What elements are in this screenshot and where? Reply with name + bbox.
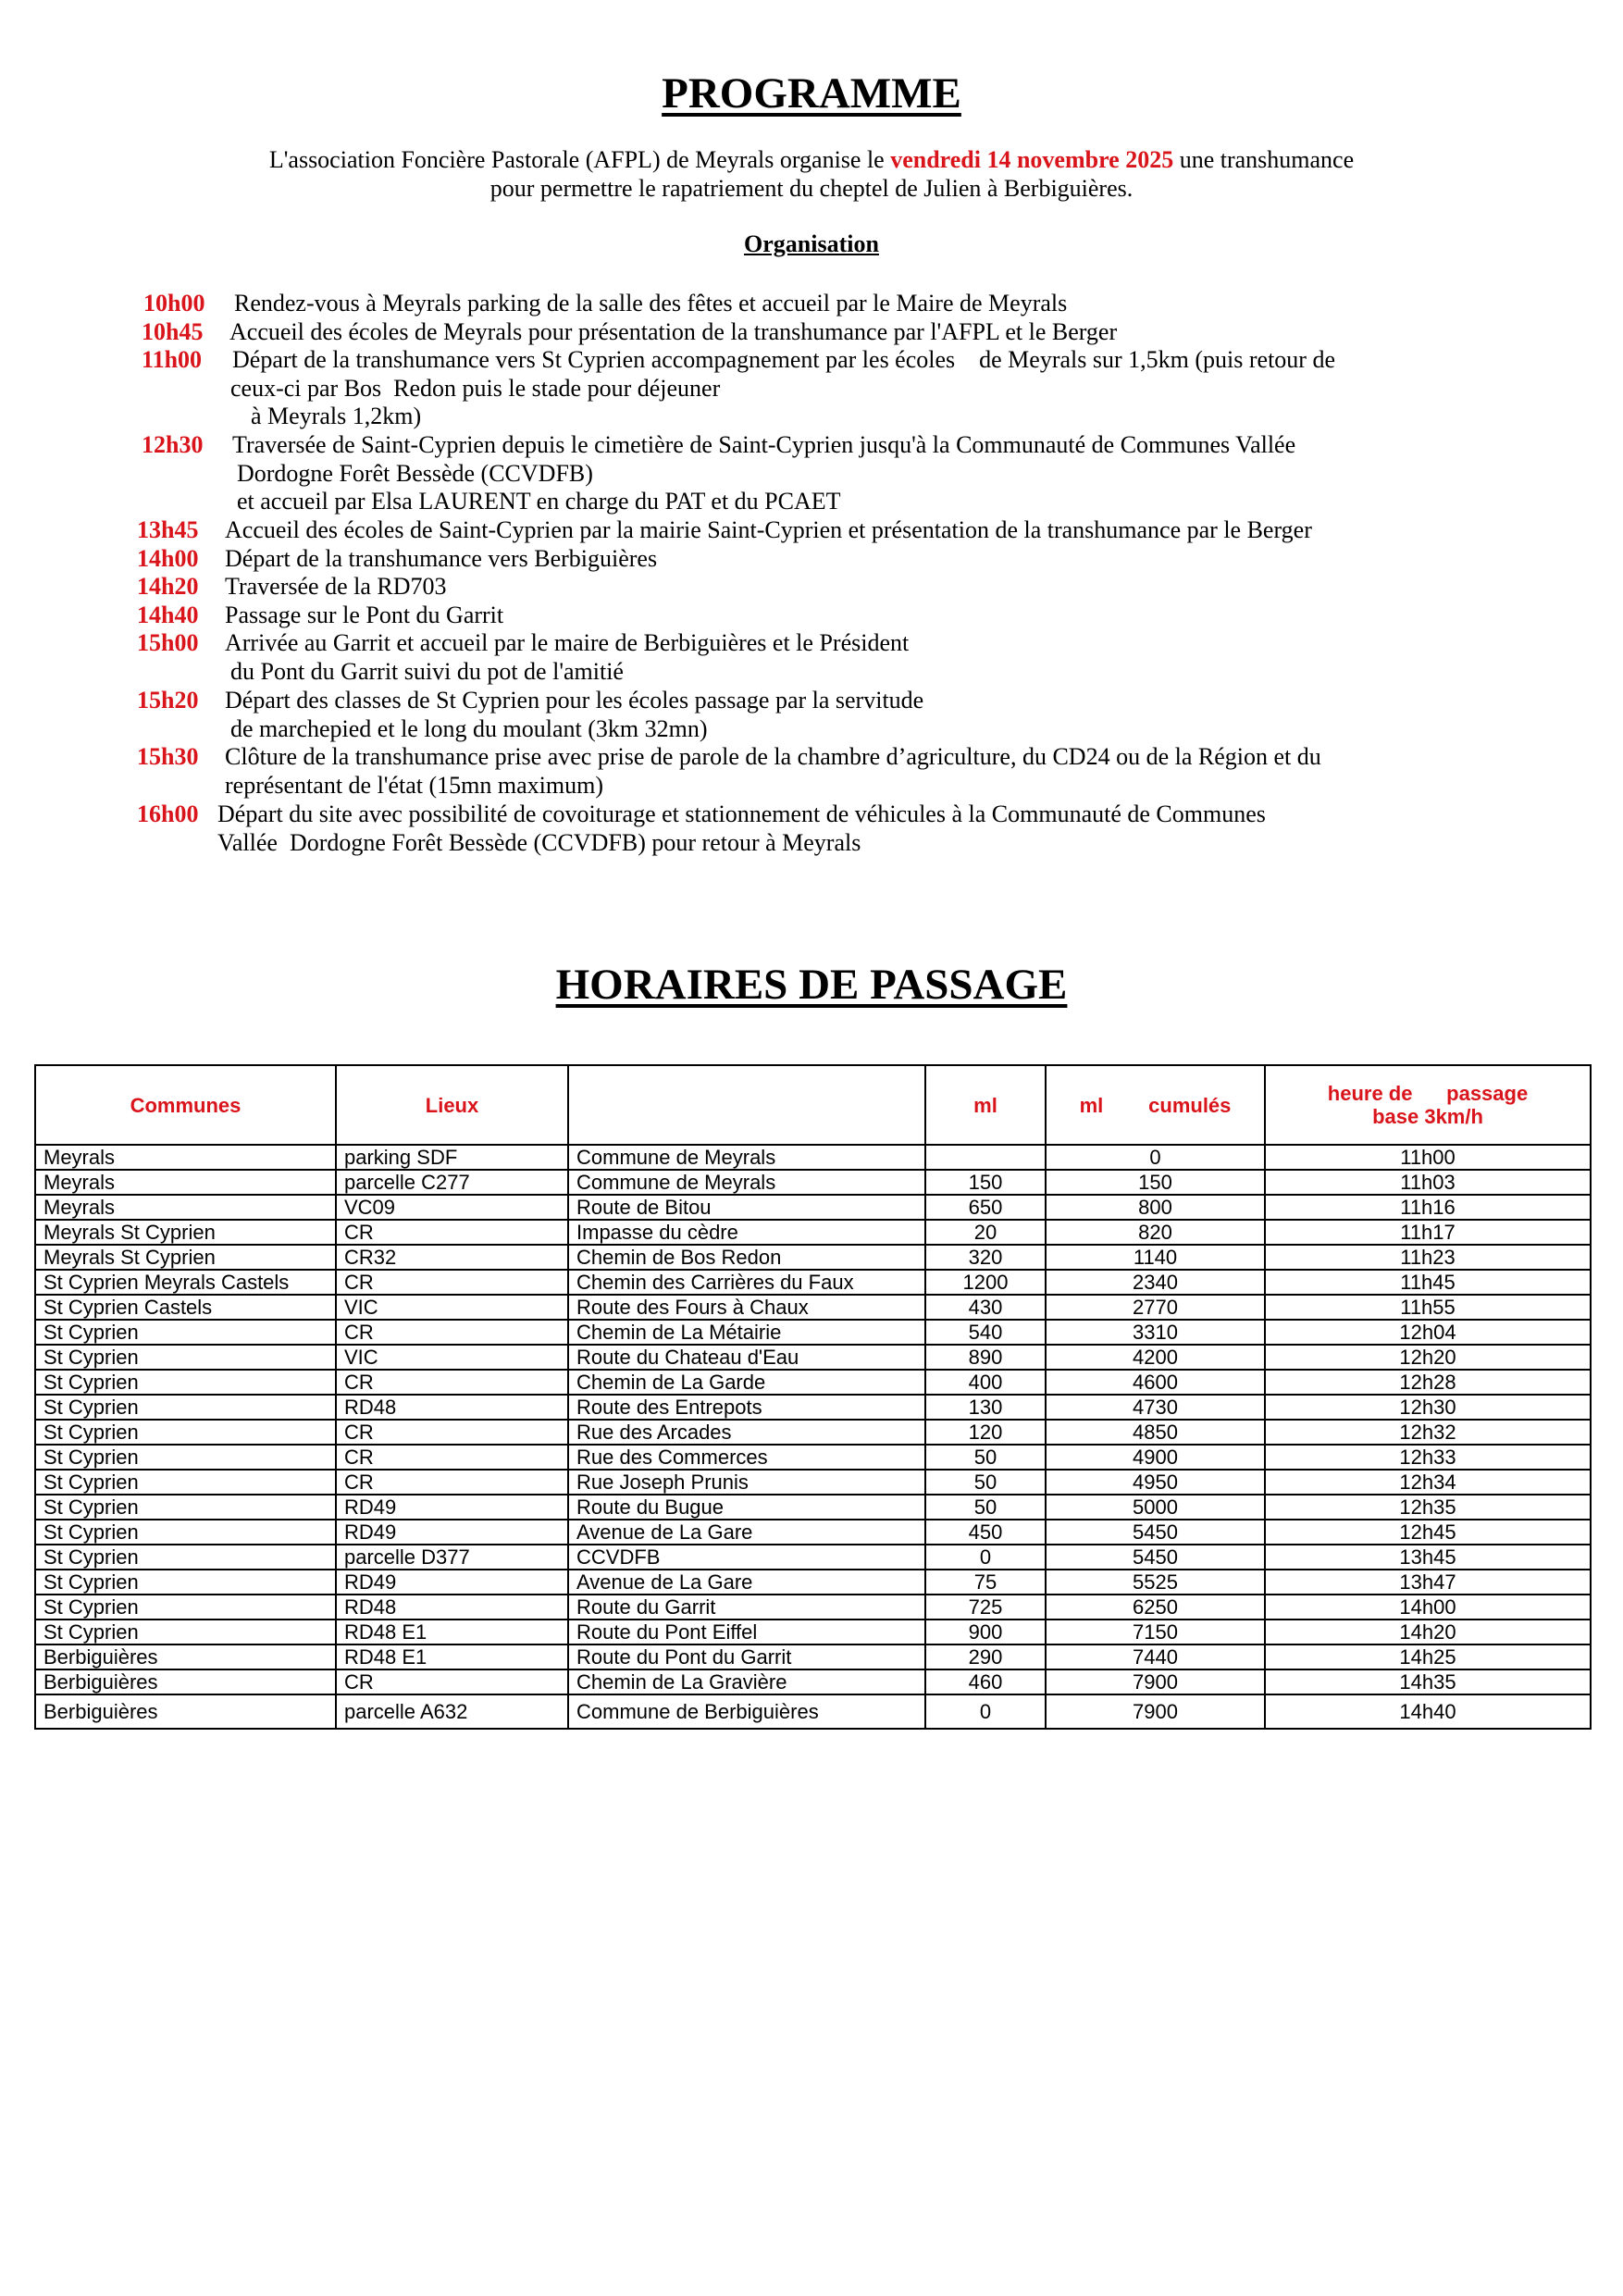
table-row: [35, 1270, 1591, 1295]
cell-voie: Chemin de La Métairie: [568, 1320, 925, 1345]
schedule-text-line: Traversée de la RD703: [225, 573, 447, 600]
cell-lieu: parcelle D377: [336, 1545, 568, 1570]
cell-commune: Meyrals: [35, 1145, 336, 1170]
cell-ml-cumules: 0: [1046, 1145, 1265, 1170]
cell-ml-cumules: 800: [1046, 1195, 1265, 1220]
cell-heure: 12h30: [1265, 1395, 1591, 1420]
schedule-text-line: à Meyrals 1,2km): [251, 403, 422, 429]
cell-ml-cumules: 5525: [1046, 1570, 1265, 1595]
schedule-time: 14h20: [137, 573, 199, 600]
table-row: [35, 1245, 1591, 1270]
intro-line-2: pour permettre le rapatriement du cheptel de Julien à Berbiguières.: [489, 175, 1134, 202]
cell-heure: 14h00: [1265, 1595, 1591, 1620]
cell-commune: Meyrals St Cyprien: [35, 1220, 336, 1245]
schedule-time: 12h30: [142, 431, 204, 458]
schedule-text-line: ceux-ci par Bos Redon puis le stade pour déjeuner: [230, 374, 721, 402]
schedule-text-line: Clôture de la transhumance prise avec prise de parole de la chambre d’agriculture, du CD24 ou de la Région et du: [225, 743, 1321, 770]
table-row: [35, 1545, 1591, 1570]
cell-ml-cumules: 4950: [1046, 1470, 1265, 1495]
cell-commune: St Cyprien: [35, 1345, 336, 1370]
cell-ml-cumules: 7900: [1046, 1694, 1265, 1729]
schedule-text-line: Départ du site avec possibilité de covoiturage et stationnement de véhicules à la Communauté de Communes: [217, 800, 1266, 827]
cell-lieu: RD48: [336, 1595, 568, 1620]
cell-heure: 12h33: [1265, 1445, 1591, 1470]
cell-heure: 14h20: [1265, 1620, 1591, 1644]
schedule-time: 10h00: [143, 290, 205, 316]
cell-ml-cumules: 2770: [1046, 1295, 1265, 1320]
cell-ml-cumules: 7440: [1046, 1644, 1265, 1669]
intro-text-after-date: une transhumance: [1173, 146, 1355, 173]
cell-ml: 900: [925, 1620, 1046, 1644]
cell-ml-cumules: 6250: [1046, 1595, 1265, 1620]
cell-voie: Avenue de La Gare: [568, 1570, 925, 1595]
cell-commune: St Cyprien: [35, 1495, 336, 1520]
header-ml: ml: [925, 1065, 1046, 1145]
cell-ml-cumules: 5450: [1046, 1545, 1265, 1570]
header-voie: [568, 1065, 925, 1145]
header-heure-line-2: base 3km/h: [1372, 1105, 1483, 1128]
schedule-text-line: Rendez-vous à Meyrals parking de la salle des fêtes et accueil par le Maire de Meyrals: [234, 290, 1068, 316]
cell-commune: St Cyprien: [35, 1545, 336, 1570]
schedule-time: 15h30: [137, 743, 199, 770]
cell-ml: [925, 1145, 1046, 1170]
cell-heure: 11h00: [1265, 1145, 1591, 1170]
cell-ml: 430: [925, 1295, 1046, 1320]
table-row: [35, 1470, 1591, 1495]
timetable: [34, 1064, 1590, 1730]
cell-ml-cumules: 4730: [1046, 1395, 1265, 1420]
cell-ml: 130: [925, 1395, 1046, 1420]
cell-voie: Route du Bugue: [568, 1495, 925, 1520]
event-date: vendredi 14 novembre 2025: [890, 146, 1174, 173]
cell-voie: Commune de Meyrals: [568, 1170, 925, 1195]
schedule-time: 15h00: [137, 629, 199, 656]
cell-ml: 650: [925, 1195, 1046, 1220]
table-row: [35, 1620, 1591, 1644]
schedule-text-line: du Pont du Garrit suivi du pot de l'amitié: [230, 657, 624, 685]
cell-ml: 725: [925, 1595, 1046, 1620]
timetable-title: HORAIRES DE PASSAGE: [555, 961, 1068, 1009]
schedule-time: 14h00: [137, 545, 199, 572]
table-row: [35, 1644, 1591, 1669]
cell-lieu: parcelle C277: [336, 1170, 568, 1195]
cell-ml: 460: [925, 1669, 1046, 1694]
schedule-text-line: Départ des classes de St Cyprien pour les écoles passage par la servitude: [225, 687, 924, 714]
cell-heure: 11h23: [1265, 1245, 1591, 1270]
cell-voie: CCVDFB: [568, 1545, 925, 1570]
cell-lieu: RD48 E1: [336, 1620, 568, 1644]
cell-commune: St Cyprien: [35, 1320, 336, 1345]
schedule-text-line: Accueil des écoles de Saint-Cyprien par la mairie Saint-Cyprien et présentation de la transhumance par le Berger: [225, 516, 1312, 543]
cell-commune: St Cyprien: [35, 1420, 336, 1445]
cell-ml-cumules: 2340: [1046, 1270, 1265, 1295]
table-row: [35, 1495, 1591, 1520]
cell-commune: Berbiguières: [35, 1669, 336, 1694]
cell-heure: 12h20: [1265, 1345, 1591, 1370]
cell-ml: 150: [925, 1170, 1046, 1195]
cell-ml: 50: [925, 1495, 1046, 1520]
cell-commune: St Cyprien: [35, 1620, 336, 1644]
cell-heure: 13h45: [1265, 1545, 1591, 1570]
cell-ml-cumules: 150: [1046, 1170, 1265, 1195]
cell-commune: St Cyprien: [35, 1370, 336, 1395]
table-row: [35, 1395, 1591, 1420]
schedule-time: 10h45: [142, 318, 204, 345]
cell-lieu: CR: [336, 1370, 568, 1395]
cell-heure: 12h34: [1265, 1470, 1591, 1495]
cell-commune: Berbiguières: [35, 1644, 336, 1669]
cell-ml: 1200: [925, 1270, 1046, 1295]
cell-voie: Avenue de La Gare: [568, 1520, 925, 1545]
table-row: [35, 1320, 1591, 1345]
cell-ml: 75: [925, 1570, 1046, 1595]
cell-lieu: CR: [336, 1470, 568, 1495]
cell-heure: 11h45: [1265, 1270, 1591, 1295]
cell-voie: Route de Bitou: [568, 1195, 925, 1220]
cell-ml-cumules: 7900: [1046, 1669, 1265, 1694]
section-title-organisation: Organisation: [744, 230, 879, 257]
cell-voie: Rue des Commerces: [568, 1445, 925, 1470]
cell-voie: Chemin des Carrières du Faux: [568, 1270, 925, 1295]
cell-commune: Berbiguières: [35, 1694, 336, 1729]
cell-commune: St Cyprien: [35, 1445, 336, 1470]
schedule-time: 16h00: [137, 800, 199, 827]
cell-voie: Commune de Berbiguières: [568, 1694, 925, 1729]
cell-voie: Route du Garrit: [568, 1595, 925, 1620]
header-heure-line-1: heure de passage: [1327, 1082, 1529, 1105]
cell-lieu: CR: [336, 1320, 568, 1345]
cell-lieu: CR: [336, 1669, 568, 1694]
cell-heure: 11h03: [1265, 1170, 1591, 1195]
cell-voie: Route du Chateau d'Eau: [568, 1345, 925, 1370]
cell-voie: Rue des Arcades: [568, 1420, 925, 1445]
cell-ml: 890: [925, 1345, 1046, 1370]
table-row: [35, 1370, 1591, 1395]
cell-lieu: VIC: [336, 1345, 568, 1370]
cell-ml: 0: [925, 1694, 1046, 1729]
cell-ml-cumules: 820: [1046, 1220, 1265, 1245]
cell-ml-cumules: 1140: [1046, 1245, 1265, 1270]
cell-heure: 12h04: [1265, 1320, 1591, 1345]
cell-commune: St Cyprien Castels: [35, 1295, 336, 1320]
schedule-time: 11h00: [142, 346, 203, 373]
schedule-time: 15h20: [137, 687, 199, 714]
intro-paragraph: [0, 145, 1623, 203]
cell-ml: 50: [925, 1470, 1046, 1495]
cell-heure: 13h47: [1265, 1570, 1591, 1595]
cell-ml: 20: [925, 1220, 1046, 1245]
cell-lieu: RD49: [336, 1520, 568, 1545]
cell-ml: 290: [925, 1644, 1046, 1669]
schedule-text-line: Départ de la transhumance vers Berbiguières: [225, 545, 658, 572]
cell-heure: 12h32: [1265, 1420, 1591, 1445]
cell-ml-cumules: 4600: [1046, 1370, 1265, 1395]
cell-voie: Route des Fours à Chaux: [568, 1295, 925, 1320]
cell-ml-cumules: 4850: [1046, 1420, 1265, 1445]
header-heure-passage: [1265, 1065, 1591, 1145]
cell-heure: 14h40: [1265, 1694, 1591, 1729]
cell-heure: 11h16: [1265, 1195, 1591, 1220]
timetable-table: [34, 1064, 1592, 1730]
cell-commune: St Cyprien: [35, 1395, 336, 1420]
header-communes: Communes: [35, 1065, 336, 1145]
schedule-time: 14h40: [137, 602, 199, 628]
cell-heure: 14h25: [1265, 1644, 1591, 1669]
intro-text-before-date: L'association Foncière Pastorale (AFPL) de Meyrals organise le: [268, 146, 891, 173]
cell-commune: St Cyprien Meyrals Castels: [35, 1270, 336, 1295]
cell-lieu: CR32: [336, 1245, 568, 1270]
table-header-row: [35, 1065, 1591, 1145]
cell-heure: 11h55: [1265, 1295, 1591, 1320]
cell-commune: St Cyprien: [35, 1570, 336, 1595]
cell-voie: Route des Entrepots: [568, 1395, 925, 1420]
cell-lieu: CR: [336, 1270, 568, 1295]
cell-ml: 540: [925, 1320, 1046, 1345]
table-row: [35, 1570, 1591, 1595]
cell-voie: Chemin de Bos Redon: [568, 1245, 925, 1270]
schedule-text-line: et accueil par Elsa LAURENT en charge du PAT et du PCAET: [237, 488, 841, 515]
schedule-text-line: Vallée Dordogne Forêt Bessède (CCVDFB) pour retour à Meyrals: [217, 828, 861, 856]
cell-heure: 12h35: [1265, 1495, 1591, 1520]
cell-lieu: CR: [336, 1220, 568, 1245]
header-lieux: Lieux: [336, 1065, 568, 1145]
cell-heure: 14h35: [1265, 1669, 1591, 1694]
cell-voie: Route du Pont Eiffel: [568, 1620, 925, 1644]
cell-lieu: VC09: [336, 1195, 568, 1220]
cell-commune: St Cyprien: [35, 1595, 336, 1620]
table-row: [35, 1195, 1591, 1220]
cell-ml-cumules: 5000: [1046, 1495, 1265, 1520]
cell-ml-cumules: 4900: [1046, 1445, 1265, 1470]
table-row: [35, 1170, 1591, 1195]
cell-lieu: CR: [336, 1420, 568, 1445]
cell-commune: Meyrals St Cyprien: [35, 1245, 336, 1270]
cell-ml-cumules: 7150: [1046, 1620, 1265, 1644]
cell-ml: 0: [925, 1545, 1046, 1570]
table-row: [35, 1445, 1591, 1470]
schedule-text-line: Accueil des écoles de Meyrals pour présentation de la transhumance par l'AFPL et le Berger: [229, 318, 1118, 345]
cell-ml-cumules: 4200: [1046, 1345, 1265, 1370]
cell-lieu: parcelle A632: [336, 1694, 568, 1729]
cell-commune: St Cyprien: [35, 1520, 336, 1545]
cell-ml: 320: [925, 1245, 1046, 1270]
schedule-text-line: Arrivée au Garrit et accueil par le maire de Berbiguières et le Président: [225, 629, 910, 656]
cell-lieu: VIC: [336, 1295, 568, 1320]
schedule-text-line: Passage sur le Pont du Garrit: [225, 602, 504, 628]
cell-voie: Rue Joseph Prunis: [568, 1470, 925, 1495]
intro-line-1: [0, 145, 1623, 174]
schedule-text-line: Dordogne Forêt Bessède (CCVDFB): [237, 459, 593, 487]
schedule-text-line: représentant de l'état (15mn maximum): [225, 771, 603, 799]
cell-lieu: RD49: [336, 1495, 568, 1520]
cell-lieu: RD49: [336, 1570, 568, 1595]
cell-heure: 11h17: [1265, 1220, 1591, 1245]
cell-voie: Commune de Meyrals: [568, 1145, 925, 1170]
schedule-text-line: de marchepied et le long du moulant (3km 32mn): [230, 714, 708, 742]
cell-ml: 450: [925, 1520, 1046, 1545]
table-row: [35, 1694, 1591, 1729]
cell-lieu: parking SDF: [336, 1145, 568, 1170]
cell-commune: Meyrals: [35, 1195, 336, 1220]
table-row: [35, 1520, 1591, 1545]
table-row: [35, 1595, 1591, 1620]
table-row: [35, 1669, 1591, 1694]
page-title: PROGRAMME: [662, 69, 961, 118]
cell-voie: Route du Pont du Garrit: [568, 1644, 925, 1669]
schedule-text-line: Traversée de Saint-Cyprien depuis le cimetière de Saint-Cyprien jusqu'à la Communauté de Communes Vallée: [232, 431, 1296, 458]
cell-lieu: RD48: [336, 1395, 568, 1420]
cell-heure: 12h28: [1265, 1370, 1591, 1395]
cell-ml-cumules: 3310: [1046, 1320, 1265, 1345]
table-row: [35, 1420, 1591, 1445]
schedule-text-line: Départ de la transhumance vers St Cyprien accompagnement par les écoles de Meyrals sur 1,5km (puis retour de: [232, 346, 1336, 373]
table-row: [35, 1220, 1591, 1245]
header-ml-cumules: ml cumulés: [1046, 1065, 1265, 1145]
cell-ml: 400: [925, 1370, 1046, 1395]
cell-ml-cumules: 5450: [1046, 1520, 1265, 1545]
cell-heure: 12h45: [1265, 1520, 1591, 1545]
table-row: [35, 1295, 1591, 1320]
cell-voie: Impasse du cèdre: [568, 1220, 925, 1245]
cell-ml: 50: [925, 1445, 1046, 1470]
cell-ml: 120: [925, 1420, 1046, 1445]
cell-lieu: RD48 E1: [336, 1644, 568, 1669]
table-body: [35, 1145, 1591, 1729]
cell-commune: Meyrals: [35, 1170, 336, 1195]
table-row: [35, 1345, 1591, 1370]
cell-voie: Chemin de La Gravière: [568, 1669, 925, 1694]
cell-voie: Chemin de La Garde: [568, 1370, 925, 1395]
table-row: [35, 1145, 1591, 1170]
cell-lieu: CR: [336, 1445, 568, 1470]
schedule-time: 13h45: [137, 516, 199, 543]
cell-commune: St Cyprien: [35, 1470, 336, 1495]
